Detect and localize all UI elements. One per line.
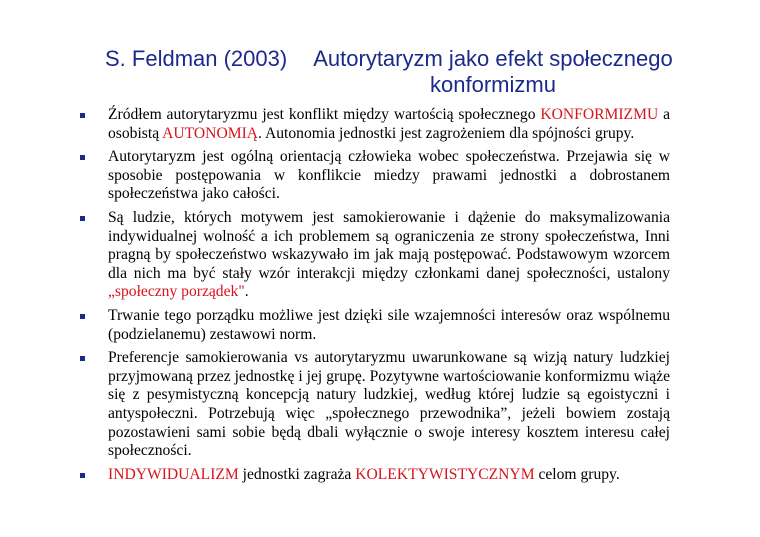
list-item <box>80 106 670 143</box>
item-text: celom grupy. <box>534 465 620 483</box>
item-text: a osobistą <box>108 106 670 142</box>
square-bullet-icon <box>80 356 85 361</box>
highlight-term: „społeczny porządek" <box>108 283 245 301</box>
item-text: Autorytaryzm jest ogólną orientacją człowieka wobec społeczeństwa. Przejawia się w sposobie postępowania w konflikcie miedzy prawami jednostki a dobrostanem społeczeństwa jako całości. <box>108 148 670 203</box>
item-text: . Autonomia jednostki jest zagrożeniem dla spójności grupy. <box>258 124 635 142</box>
item-text: jednostki zagraża <box>238 465 356 483</box>
item-text: Trwanie tego porządku możliwe jest dzięki sile wzajemności interesów oraz wspólnemu (podzielanemu) zestawowi norm. <box>108 306 670 343</box>
square-bullet-icon <box>80 155 85 160</box>
title-topic: Autorytaryzm jako efekt społecznego konformizmu <box>313 46 673 97</box>
item-text: Są ludzie, których motywem jest samokierowanie i dążenie do maksymalizowania indywidualnej wolność a ich problemem są ograniczenia ze strony społeczeństwa, Inni pragną by społeczeństwo wskazywało im jak mają postępować. Podstawowym wzorcem dla nich ma być stały wzór interakcji między członkami danej społeczności, ustalony <box>108 208 670 282</box>
list-item <box>80 148 670 204</box>
bullet-list <box>80 106 670 489</box>
title-author: S. Feldman (2003) <box>105 46 288 71</box>
highlight-term: KOLEKTYWISTYCZNYM <box>355 465 535 483</box>
list-item <box>80 349 670 461</box>
square-bullet-icon <box>80 113 85 118</box>
item-text: Źródłem autorytaryzmu jest konflikt między wartością społecznego <box>108 106 541 123</box>
item-text: Preferencje samokierowania vs autorytaryzmu uwarunkowane są wizją natury ludzkiej przyjmowaną przez jednostkę i jej grupę. Pozytywne wartościowanie konformizmu wiąże się z pesymistyczną koncepcją natury ludzkiej, według której ludzie są egoistyczni i antyspołeczni. Potrzebują więc „społecznego przewodnika”, jeżeli bowiem zostają pozostawieni sami sobie będą dbali wyłącznie o swoje interesy kosztem interesu całej społeczności. <box>108 349 670 460</box>
highlight-term: INDYWIDUALIZM <box>108 465 239 483</box>
list-item <box>80 209 670 302</box>
list-item <box>80 307 670 344</box>
item-text: . <box>244 283 249 301</box>
square-bullet-icon <box>80 216 85 221</box>
highlight-term: KONFORMIZMU <box>540 106 659 123</box>
square-bullet-icon <box>80 314 85 319</box>
square-bullet-icon <box>80 473 85 478</box>
highlight-term: AUTONOMIĄ <box>162 124 259 142</box>
list-item <box>80 466 670 485</box>
